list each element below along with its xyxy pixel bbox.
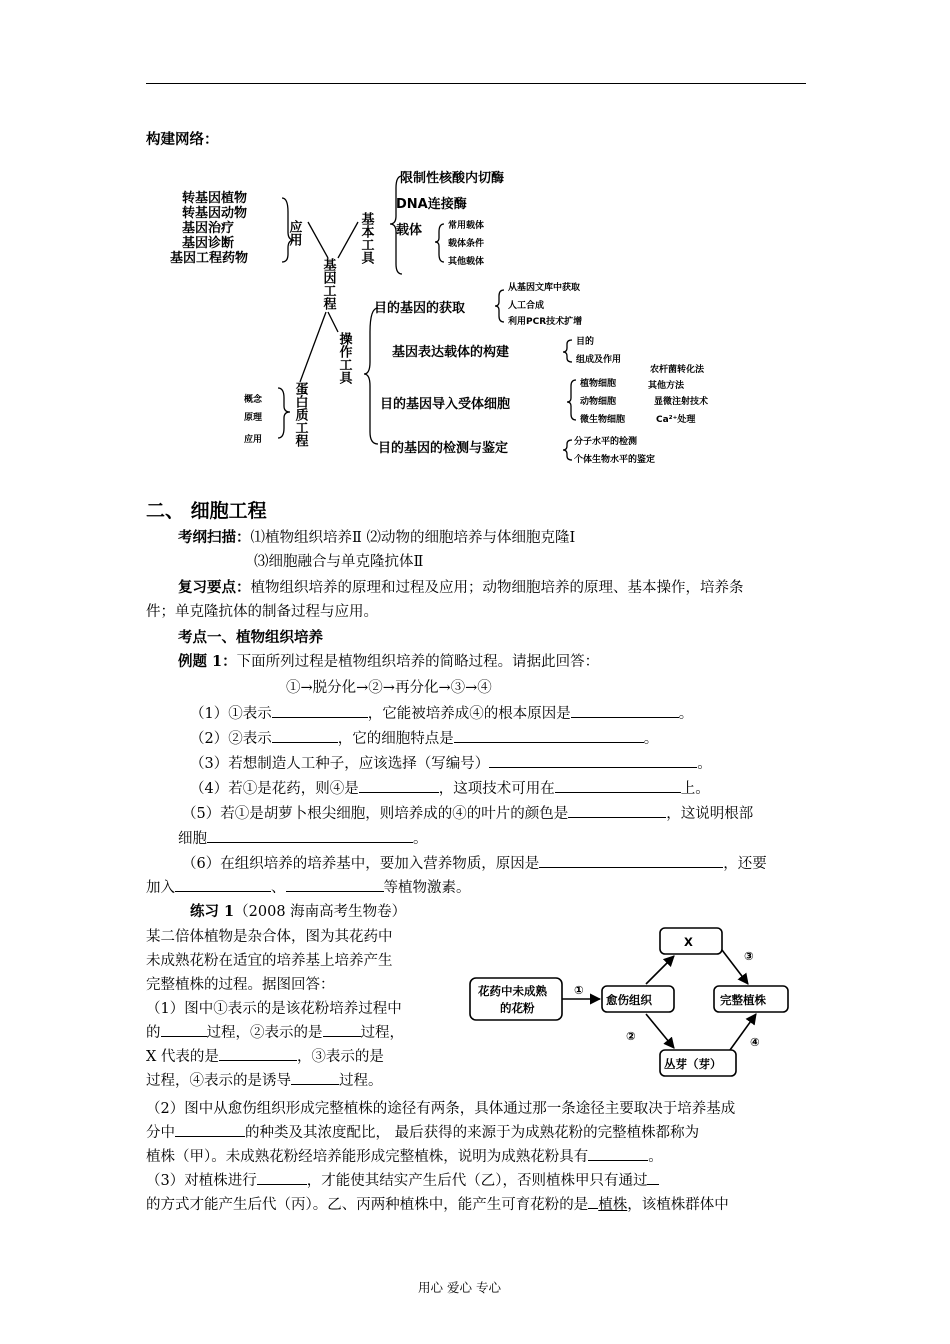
answer-blank[interactable] <box>588 1146 648 1161</box>
answer-blank[interactable] <box>291 1070 339 1085</box>
page-footer: 用心 爱心 专心 <box>418 1280 501 1295</box>
answer-blank[interactable] <box>359 778 439 793</box>
practice-line: 的 过程，②表示的是 过程， <box>146 1021 404 1042</box>
practice-line: X 代表的是 ，③表示的是 <box>146 1045 384 1066</box>
detect-item: 个体生物水平的鉴定 <box>574 455 656 465</box>
pollen-culture-diagram <box>466 920 806 1086</box>
tools-label: 基本工具 <box>358 212 374 264</box>
question-6: （6）在组织培养的培养基中，要加入营养物质，原因是 ，还要 <box>182 852 767 873</box>
section-label-network: 构建网络： <box>146 132 219 148</box>
question-2: （2）②表示 ，它的细胞特点是 。 <box>190 727 658 748</box>
app-item: 转基因动物 <box>182 206 248 221</box>
vector-item: 载体条件 <box>448 239 485 249</box>
steps-label: 操作工具 <box>336 332 352 384</box>
app-item: 基因诊断 <box>182 236 235 251</box>
center-label: 基因工程 <box>320 258 336 310</box>
answer-blank[interactable] <box>588 1194 598 1209</box>
tool-item: 限制性核酸内切酶 <box>400 171 505 186</box>
gene-get-item: 利用PCR技术扩增 <box>508 317 583 327</box>
gene-get-item: 从基因文库中获取 <box>508 283 581 293</box>
protein-item: 原理 <box>244 413 263 423</box>
answer-blank[interactable] <box>323 1022 361 1037</box>
syllabus-line-1 <box>178 526 575 547</box>
label-callus: 愈伤组织 <box>606 993 652 1007</box>
review-label: 复习要点： <box>178 579 251 596</box>
syllabus-text-2: ⑶细胞融合与单克隆抗体Ⅱ <box>254 554 424 570</box>
step-item: 目的基因的获取 <box>374 301 466 316</box>
answer-blank[interactable] <box>568 803 666 818</box>
answer-blank[interactable] <box>175 1122 245 1137</box>
apply-label: 应用 <box>286 220 302 246</box>
protein-label: 蛋白质工程 <box>292 382 308 447</box>
label-pollen-2: 的花粉 <box>500 1001 535 1015</box>
tool-item: DNA连接酶 <box>396 197 467 212</box>
label-plant: 完整植株 <box>720 993 766 1007</box>
practice-line: 未成熟花粉在适宜的培养基上培养产生 <box>146 953 393 969</box>
answer-blank[interactable] <box>555 778 681 793</box>
syllabus-text-1: ⑴植物组织培养Ⅱ ⑵动物的细胞培养与体细胞克隆Ⅰ <box>250 530 576 546</box>
label-x: X <box>684 935 693 949</box>
app-item: 基因工程药物 <box>170 251 249 266</box>
label-pollen-1: 花药中未成熟 <box>478 984 547 998</box>
question-5: （5）若①是胡萝卜根尖细胞，则培养成的④的叶片的颜色是 ，这说明根部 <box>182 802 753 823</box>
step-number: ④ <box>750 1035 760 1049</box>
practice-heading: 练习 1（2008 海南高考生物卷） <box>190 903 407 920</box>
answer-blank[interactable] <box>272 703 368 718</box>
answer-blank[interactable] <box>539 853 723 868</box>
step-number: ② <box>626 1029 636 1043</box>
intro-cell: 微生物细胞 <box>580 415 626 425</box>
step-item: 目的基因导入受体细胞 <box>380 397 511 412</box>
answer-blank[interactable] <box>489 753 697 768</box>
step-number: ③ <box>744 949 754 963</box>
app-item: 基因治疗 <box>182 221 235 236</box>
answer-blank[interactable] <box>286 877 384 892</box>
label-embryoid: 丛芽（芽） <box>664 1057 722 1071</box>
intro-method: 显微注射技术 <box>654 397 709 407</box>
question-6-cont: 加入 、 等植物激素。 <box>146 876 471 897</box>
process-flow: ①→脱分化→②→再分化→③→④ <box>286 680 492 696</box>
protein-item: 应用 <box>244 435 263 445</box>
intro-method: 其他方法 <box>648 381 685 391</box>
review-line-1 <box>178 576 744 597</box>
key-point-1: 考点一、植物组织培养 <box>178 629 323 646</box>
practice-line: 某二倍体植物是杂合体，图为其花药中 <box>146 929 393 945</box>
gene-get-item: 人工合成 <box>508 301 545 311</box>
example-1 <box>178 650 599 671</box>
step-item: 目的基因的检测与鉴定 <box>378 441 509 456</box>
protein-item: 概念 <box>244 395 263 405</box>
answer-blank[interactable] <box>571 703 679 718</box>
practice-line: 完整植株的过程。据图回答： <box>146 977 335 993</box>
header-rule <box>146 83 806 84</box>
question-5-cont: 细胞 。 <box>178 827 428 848</box>
review-text-1: 植物组织培养的原理和过程及应用；动物细胞培养的原理、基本操作，培养条 <box>250 580 744 596</box>
concept-network-diagram <box>160 162 740 472</box>
answer-blank[interactable] <box>207 828 413 843</box>
answer-blank[interactable] <box>647 1170 659 1185</box>
section-title: 二、 细胞工程 <box>146 500 267 522</box>
example-label: 例题 1： <box>178 653 237 670</box>
answer-blank[interactable] <box>161 1022 207 1037</box>
answer-blank[interactable] <box>272 728 338 743</box>
question-3: （3）若想制造人工种子，应该选择（写编号） 。 <box>190 752 712 773</box>
example-text: 下面所列过程是植物组织培养的简略过程。请据此回答： <box>236 654 600 670</box>
question-4: （4）若①是花药，则④是 ，这项技术可用在 上。 <box>190 777 710 798</box>
vector-item: 其他载体 <box>448 257 485 267</box>
practice-line: 的方式才能产生后代（丙）。乙、丙两种植株中，能产生可育花粉的是 植株，该植株群体中 <box>146 1193 729 1214</box>
intro-cell: 动物细胞 <box>580 397 617 407</box>
intro-cell: 植物细胞 <box>580 379 617 389</box>
intro-method: Ca²⁺处理 <box>656 415 696 425</box>
expr-item: 目的 <box>576 337 595 347</box>
step-number: ① <box>574 983 584 997</box>
vector-item: 常用载体 <box>448 221 485 231</box>
practice-line: 过程，④表示的是诱导 过程。 <box>146 1069 383 1090</box>
answer-blank[interactable] <box>175 877 271 892</box>
practice-line: （2）图中从愈伤组织形成完整植株的途径有两条，具体通过那一条途径主要取决于培养基成 <box>146 1101 736 1117</box>
answer-blank[interactable] <box>219 1046 297 1061</box>
answer-blank[interactable] <box>257 1170 307 1185</box>
practice-line: （3）对植株进行 ，才能使其结实产生后代（乙），否则植株甲只有通过 <box>146 1169 659 1190</box>
syllabus-label: 考纲扫描： <box>178 529 251 546</box>
intro-method: 农杆菌转化法 <box>650 365 705 375</box>
tool-item: 载体 <box>396 223 423 238</box>
question-1: （1）①表示 ，它能被培养成④的根本原因是 。 <box>190 702 693 723</box>
detect-item: 分子水平的检测 <box>574 437 638 447</box>
app-item: 转基因植物 <box>182 191 248 206</box>
practice-line: 植株（甲）。未成熟花粉经培养能形成完整植株，说明为成熟花粉具有 。 <box>146 1145 663 1166</box>
answer-blank[interactable] <box>454 728 644 743</box>
practice-line: （1）图中①表示的是该花粉培养过程中 <box>146 1001 402 1017</box>
expr-item: 组成及作用 <box>576 355 622 365</box>
practice-line: 分中 的种类及其浓度配比， 最后获得的来源于为成熟花粉的完整植株都称为 <box>146 1121 699 1142</box>
review-text-2: 件；单克隆抗体的制备过程与应用。 <box>146 604 378 620</box>
step-item: 基因表达载体的构建 <box>392 345 510 360</box>
